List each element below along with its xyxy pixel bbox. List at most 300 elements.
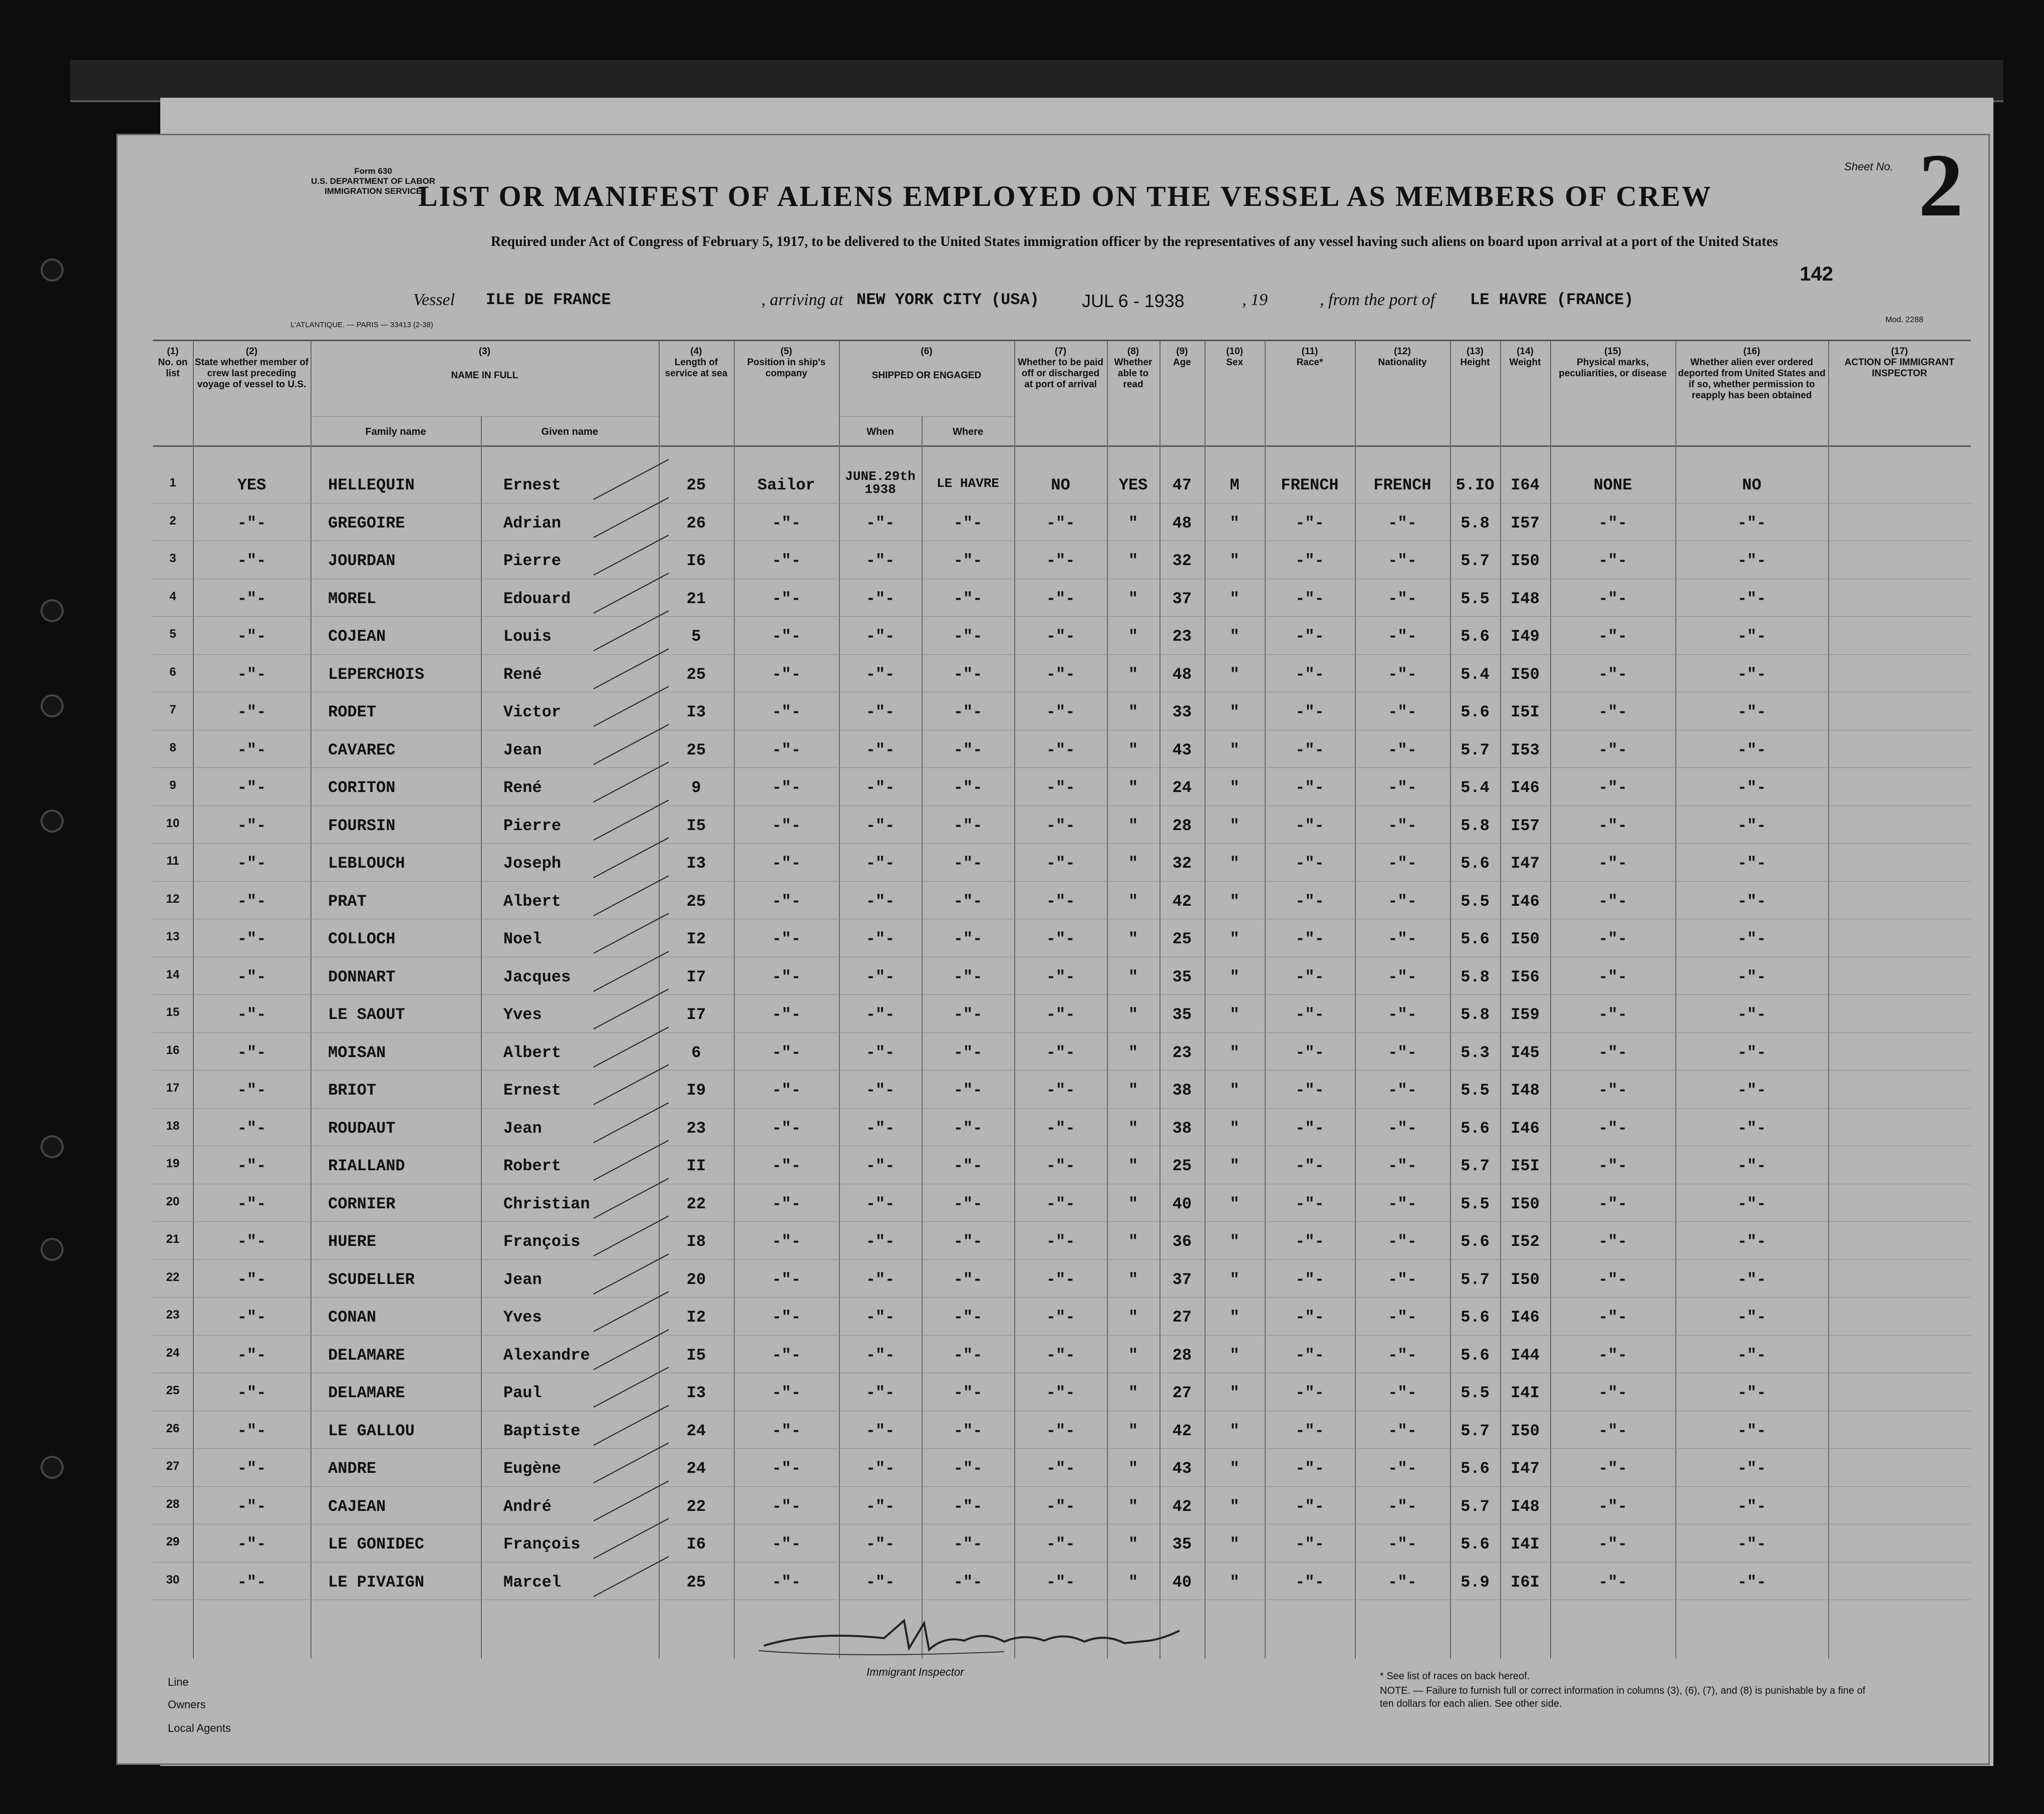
crew-table [153,340,1971,1659]
row-rule [153,1259,1971,1260]
cell-family: CORITON [328,779,396,797]
column-header-c1 [155,346,191,379]
cell-deported: -"- [1737,1043,1767,1062]
cell-paid: -"- [1046,892,1075,911]
cell-when: -"- [865,1081,895,1100]
cell-read: " [1128,1232,1138,1251]
cell-nat: FRENCH [1373,476,1431,494]
cell-height: 5.6 [1461,1535,1490,1553]
cell-sex: " [1230,552,1240,570]
cell-where: -"- [953,967,983,986]
cell-no: 26 [166,1421,180,1435]
column-number: (8) [1127,346,1139,357]
cell-given: Pierre [503,816,561,835]
cell-read: " [1128,552,1138,570]
cell-deported: -"- [1737,589,1767,608]
cell-when: -"- [865,1346,895,1365]
cell-weight: I46 [1511,779,1540,797]
row-rule [153,881,1971,882]
cell-no: 3 [169,552,176,565]
cell-service: I8 [686,1232,706,1251]
cell-age: 32 [1172,854,1192,873]
cell-paid: -"- [1046,1232,1075,1251]
column-header-c7 [1016,346,1105,390]
cell-read: " [1128,1535,1138,1553]
cell-service: I3 [686,854,706,873]
cell-prev: -"- [237,1081,266,1100]
cell-height: 5.7 [1461,740,1490,759]
cell-prev: -"- [237,892,266,911]
cell-marks: NONE [1593,476,1632,494]
cell-no: 5 [169,627,176,641]
cell-race: -"- [1295,1081,1324,1100]
cell-marks: -"- [1598,589,1627,608]
cell-weight: I64 [1511,476,1540,494]
cell-position: -"- [772,1005,801,1024]
cell-position: -"- [772,1232,801,1251]
cell-family: LE GALLOU [328,1421,415,1440]
cell-position: -"- [772,779,801,797]
cell-given: Noel [503,930,542,948]
cell-no: 24 [166,1346,180,1360]
column-label: Whether alien ever ordered deported from United States and if so, whether permission to reapply has been obtained [1678,357,1826,401]
cell-when: -"- [865,1308,895,1327]
cell-given: René [503,665,542,684]
column-label: Sex [1226,357,1243,368]
cell-family: CAJEAN [328,1497,386,1516]
cell-race: -"- [1295,1232,1324,1251]
cell-age: 25 [1172,1157,1192,1175]
cell-where: -"- [953,1005,983,1024]
cell-position: -"- [772,665,801,684]
column-label: NAME IN FULL [451,370,518,381]
cell-read: " [1128,703,1138,721]
cell-when: -"- [865,513,895,533]
cell-given: Louis [503,627,552,646]
cell-where: -"- [953,627,983,646]
cell-nat: -"- [1388,1232,1417,1251]
cell-family: RIALLAND [328,1157,405,1175]
cell-given: Christian [503,1194,590,1213]
cell-where: -"- [953,1497,983,1516]
cell-paid: -"- [1046,1043,1075,1062]
cell-service: 25 [686,1573,706,1592]
cell-when: -"- [865,1232,895,1251]
cell-when: -"- [865,779,895,797]
cell-deported: -"- [1737,513,1767,533]
cell-marks: -"- [1598,854,1627,873]
cell-read: " [1128,816,1138,835]
cell-sex: " [1230,1157,1240,1175]
column-number: (11) [1301,346,1318,357]
cell-deported: -"- [1737,627,1767,646]
cell-service: 24 [686,1421,706,1440]
cell-given: Jean [503,1119,542,1138]
cell-where: -"- [953,1194,983,1213]
cell-read: " [1128,1119,1138,1138]
cell-age: 25 [1172,930,1192,948]
cell-nat: -"- [1388,854,1417,873]
cell-deported: -"- [1737,1194,1767,1213]
cell-age: 37 [1172,589,1192,608]
cell-sex: " [1230,1346,1240,1365]
cell-race: -"- [1295,665,1324,684]
cell-marks: -"- [1598,1005,1627,1024]
cell-height: 5.6 [1461,1119,1490,1138]
cell-position: -"- [772,1119,801,1138]
cell-position: -"- [772,1421,801,1440]
cell-where: -"- [953,552,983,570]
cell-when: -"- [865,892,895,911]
cell-when: -"- [865,703,895,721]
column-label: Length of service at sea [665,357,728,379]
cell-prev: -"- [237,552,266,570]
cell-family: DELAMARE [328,1384,405,1402]
cell-age: 48 [1172,513,1192,533]
cell-age: 28 [1172,816,1192,835]
cell-paid: -"- [1046,740,1075,759]
cell-race: -"- [1295,552,1324,570]
cell-where: -"- [953,1384,983,1402]
cell-read: " [1128,1384,1138,1402]
cell-height: 5.4 [1461,779,1490,797]
cell-where: -"- [953,1346,983,1365]
cell-race: -"- [1295,1308,1324,1327]
cell-sex: " [1230,1270,1240,1289]
cell-where: LE HAVRE [937,476,999,491]
column-label: Physical marks, peculiarities, or disease [1559,357,1667,379]
cell-read: " [1128,779,1138,797]
cell-height: 5.6 [1461,1346,1490,1365]
cell-position: -"- [772,1535,801,1553]
cell-no: 14 [166,967,180,981]
cell-no: 22 [166,1270,180,1284]
cell-where: -"- [953,703,983,721]
cell-no: 30 [166,1573,180,1587]
column-header-c12 [1357,346,1448,368]
cell-paid: -"- [1046,816,1075,835]
binder-hole [43,812,62,831]
cell-nat: -"- [1388,930,1417,948]
row-rule [153,843,1971,844]
cell-race: -"- [1295,703,1324,721]
cell-weight: I4I [1511,1384,1540,1402]
cell-sex: " [1230,967,1240,986]
cell-prev: -"- [237,627,266,646]
column-label: SHIPPED OR ENGAGED [871,370,982,381]
cell-read: " [1128,513,1138,533]
cell-marks: -"- [1598,1157,1627,1175]
cell-given: Ernest [503,476,561,494]
from-label: , from the port of [1320,291,1435,309]
cell-family: HELLEQUIN [328,476,415,494]
cell-no: 8 [169,740,176,754]
cell-height: 5.5 [1461,1194,1490,1213]
cell-given: Marcel [503,1573,561,1592]
cell-nat: -"- [1388,1043,1417,1062]
cell-sex: " [1230,1459,1240,1478]
row-rule [153,616,1971,617]
cell-age: 38 [1172,1119,1192,1138]
cell-service: 24 [686,1459,706,1478]
cell-paid: -"- [1046,1573,1075,1592]
column-number: (5) [780,346,792,357]
column-rule [1828,341,1829,1659]
cell-family: LE GONIDEC [328,1535,425,1553]
cell-no: 1 [169,476,176,489]
cell-marks: -"- [1598,1497,1627,1516]
cell-no: 10 [166,816,180,830]
cell-service: I6 [686,552,706,570]
arrival-port: NEW YORK CITY (USA) [856,291,1039,309]
cell-sex: " [1230,854,1240,873]
cell-paid: -"- [1046,1005,1075,1024]
cell-deported: -"- [1737,1119,1767,1138]
cell-when: -"- [865,665,895,684]
cell-read: " [1128,1157,1138,1175]
cell-family: CONAN [328,1308,377,1327]
cell-deported: -"- [1737,1157,1767,1175]
column-number: (17) [1891,346,1908,357]
column-number: (2) [245,346,258,357]
cell-paid: -"- [1046,1384,1075,1402]
cell-marks: -"- [1598,740,1627,759]
cell-prev: -"- [237,1573,266,1592]
cell-service: I7 [686,1005,706,1024]
cell-marks: -"- [1598,703,1627,721]
cell-given: Paul [503,1384,542,1402]
column-label: State whether member of crew last preceding voyage of vessel to U.S. [195,357,309,390]
cell-weight: I47 [1511,854,1540,873]
column-header-c6 [841,346,1012,381]
cell-family: SCUDELLER [328,1270,415,1289]
cell-when: -"- [865,1194,895,1213]
cell-age: 42 [1172,892,1192,911]
family-name-header: Family name [365,426,426,437]
cell-marks: -"- [1598,1081,1627,1100]
cell-service: I9 [686,1081,706,1100]
cell-read: " [1128,892,1138,911]
cell-given: Eugène [503,1459,561,1478]
cell-sex: " [1230,1308,1240,1327]
cell-sex: " [1230,740,1240,759]
row-rule [153,654,1971,655]
cell-no: 18 [166,1119,180,1133]
cell-where: -"- [953,1573,983,1592]
cell-sex: " [1230,665,1240,684]
cell-race: -"- [1295,1157,1324,1175]
cell-sex: " [1230,1232,1240,1251]
column-number: (9) [1176,346,1188,357]
cell-position: -"- [772,1459,801,1478]
cell-prev: -"- [237,1384,266,1402]
cell-paid: -"- [1046,1421,1075,1440]
cell-marks: -"- [1598,1194,1627,1213]
cell-service: 20 [686,1270,706,1289]
cell-position: -"- [772,892,801,911]
when-header: When [866,426,894,437]
cell-where: -"- [953,1421,983,1440]
column-header-c11 [1267,346,1353,368]
cell-position: -"- [772,1308,801,1327]
model-number: Mod. 2288 [1885,316,1923,324]
vessel-label: Vessel [413,291,455,309]
cell-no: 2 [169,513,176,528]
cell-when: -"- [865,740,895,759]
cell-given: Pierre [503,552,561,570]
cell-nat: -"- [1388,1384,1417,1402]
cell-where: -"- [953,1119,983,1138]
cell-where: -"- [953,665,983,684]
cell-family: DELAMARE [328,1346,405,1365]
cell-nat: -"- [1388,1119,1417,1138]
cell-given: Alexandre [503,1346,590,1365]
cell-nat: -"- [1388,740,1417,759]
cell-given: Baptiste [503,1421,580,1440]
cell-service: 25 [686,740,706,759]
cell-height: 5.8 [1461,513,1490,533]
cell-age: 27 [1172,1384,1192,1402]
vessel-name: ILE DE FRANCE [486,291,611,309]
cell-sex: " [1230,1005,1240,1024]
cell-read: " [1128,1459,1138,1478]
cell-height: 5.6 [1461,627,1490,646]
binder-hole [43,1458,62,1477]
cell-weight: I46 [1511,1308,1540,1327]
cell-when: -"- [865,1384,895,1402]
cell-height: 5.6 [1461,1459,1490,1478]
cell-height: 5.7 [1461,1157,1490,1175]
subheader-rule [311,416,659,417]
cell-age: 33 [1172,703,1192,721]
page-title: LIST OR MANIFEST OF ALIENS EMPLOYED ON THE VESSEL AS MEMBERS OF CREW [418,180,1712,212]
cell-paid: -"- [1046,967,1075,986]
cell-when: -"- [865,552,895,570]
cell-height: 5.5 [1461,1384,1490,1402]
cell-race: -"- [1295,967,1324,986]
binder-hole [43,1137,62,1156]
cell-service: I3 [686,703,706,721]
cell-paid: -"- [1046,589,1075,608]
cell-family: CORNIER [328,1194,396,1213]
cell-weight: I57 [1511,513,1540,533]
cell-position: -"- [772,703,801,721]
cell-read: " [1128,1005,1138,1024]
cell-family: LEBLOUCH [328,854,405,873]
cell-service: 23 [686,1119,706,1138]
header-divider [153,445,1971,447]
cell-position: -"- [772,740,801,759]
cell-given: François [503,1232,580,1251]
fine-note: NOTE. — Failure to furnish full or correct information in columns (3), (6), (7), and (8) is punishable by a fine of ten dollars for each alien. See other side. [1380,1685,1866,1709]
cell-prev: -"- [237,1119,266,1138]
cell-deported: -"- [1737,703,1767,721]
cell-paid: -"- [1046,1308,1075,1327]
cell-service: I2 [686,1308,706,1327]
cell-family: JOURDAN [328,552,396,570]
cell-race: -"- [1295,1421,1324,1440]
cell-age: 43 [1172,740,1192,759]
cell-paid: -"- [1046,779,1075,797]
cell-read: " [1128,1081,1138,1100]
cell-given: Ernest [503,1081,561,1100]
sheet-number: 2 [1918,135,1963,235]
cell-nat: -"- [1388,703,1417,721]
cell-paid: -"- [1046,665,1075,684]
cell-race: -"- [1295,930,1324,948]
cell-sex: " [1230,1497,1240,1516]
column-number: (1) [167,346,179,357]
cell-nat: -"- [1388,779,1417,797]
cell-given: Jean [503,740,542,759]
row-rule [153,1486,1971,1487]
cell-weight: I5I [1511,703,1540,721]
cell-no: 7 [169,703,176,716]
cell-position: -"- [772,1043,801,1062]
cell-sex: " [1230,892,1240,911]
cell-deported: -"- [1737,552,1767,570]
cell-sex: " [1230,1384,1240,1402]
cell-position: -"- [772,1497,801,1516]
cell-service: 22 [686,1497,706,1516]
cell-weight: I4I [1511,1535,1540,1553]
cell-read: " [1128,1270,1138,1289]
cell-race: -"- [1295,1270,1324,1289]
cell-given: Yves [503,1005,542,1024]
cell-where: -"- [953,589,983,608]
cell-marks: -"- [1598,1043,1627,1062]
cell-race: -"- [1295,1497,1324,1516]
cell-where: -"- [953,1459,983,1478]
cell-when: -"- [865,1497,895,1516]
cell-marks: -"- [1598,1346,1627,1365]
cell-no: 19 [166,1157,180,1170]
row-rule [153,1032,1971,1033]
cell-family: MOREL [328,589,377,608]
cell-height: 5.7 [1461,552,1490,570]
cell-given: Edouard [503,589,571,608]
cell-weight: I46 [1511,1119,1540,1138]
cell-service: I5 [686,816,706,835]
column-header-c13 [1452,346,1498,368]
cell-position: -"- [772,513,801,533]
cell-no: 21 [166,1232,180,1246]
cell-where: -"- [953,1081,983,1100]
cell-service: 25 [686,892,706,911]
cell-no: 13 [166,930,180,943]
sheet-label: Sheet No. [1844,160,1893,173]
cell-nat: -"- [1388,1497,1417,1516]
cell-prev: -"- [237,1421,266,1440]
cell-given: Albert [503,892,561,911]
column-label: Position in ship's company [747,357,826,379]
cell-service: 26 [686,513,706,533]
cell-height: 5.9 [1461,1573,1490,1592]
cell-marks: -"- [1598,1421,1627,1440]
column-rule [481,416,482,1659]
cell-sex: " [1230,703,1240,721]
cell-paid: -"- [1046,552,1075,570]
cell-marks: -"- [1598,1232,1627,1251]
cell-read: " [1128,1573,1138,1592]
cell-marks: -"- [1598,967,1627,986]
given-name-header: Given name [541,426,599,437]
cell-service: 25 [686,476,706,494]
cell-age: 35 [1172,1005,1192,1024]
cell-sex: M [1230,476,1240,494]
cell-deported: -"- [1737,1346,1767,1365]
cell-weight: I48 [1511,1081,1540,1100]
